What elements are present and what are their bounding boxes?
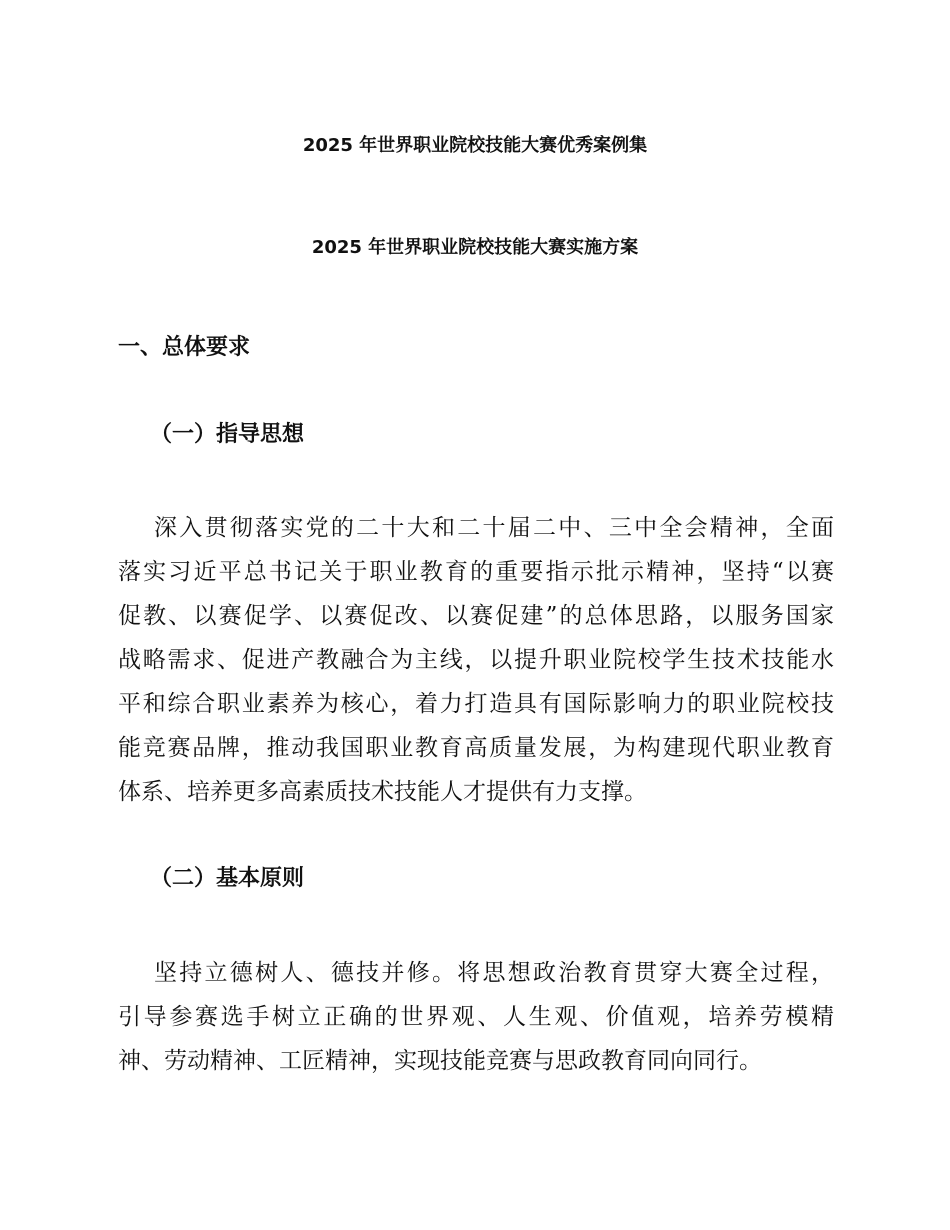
section-heading-overall-requirements: 一、总体要求 [118,335,251,360]
paragraph-basic-principles [118,951,834,1083]
paragraph-line: 能竞赛品牌，推动我国职业教育高质量发展，为构建现代职业教育 [118,735,834,761]
paragraph-line: 促教、以赛促学、以赛促改、以赛促建”的总体思路，以服务国家 [118,603,834,629]
paragraph-line: 神、劳动精神、工匠精神，实现技能竞赛与思政教育同向同行。 [118,1048,762,1074]
paragraph-guiding-ideology [118,506,834,814]
paragraph-line: 坚持立德树人、德技并修。将思想政治教育贯穿大赛全过程， [154,960,834,986]
paragraph-line: 平和综合职业素养为核心，着力打造具有国际影响力的职业院校技 [118,691,834,717]
subsection-heading-basic-principles: （二）基本原则 [150,865,305,891]
paragraph-line: 落实习近平总书记关于职业教育的重要指示批示精神，坚持“以赛 [118,559,834,585]
paragraph-line: 深入贯彻落实党的二十大和二十届二中、三中全会精神，全面 [154,515,834,541]
paragraph-line: 引导参赛选手树立正确的世界观、人生观、价值观，培养劳模精 [118,1004,834,1030]
document-title: 2025 年世界职业院校技能大赛优秀案例集 [302,135,648,156]
paragraph-line: 体系、培养更多高素质技术技能人才提供有力支撑。 [118,779,647,805]
document-subtitle: 2025 年世界职业院校技能大赛实施方案 [311,237,639,258]
paragraph-line: 战略需求、促进产教融合为主线，以提升职业院校学生技术技能水 [118,647,834,673]
subsection-heading-guiding-ideology: （一）指导思想 [150,421,305,447]
